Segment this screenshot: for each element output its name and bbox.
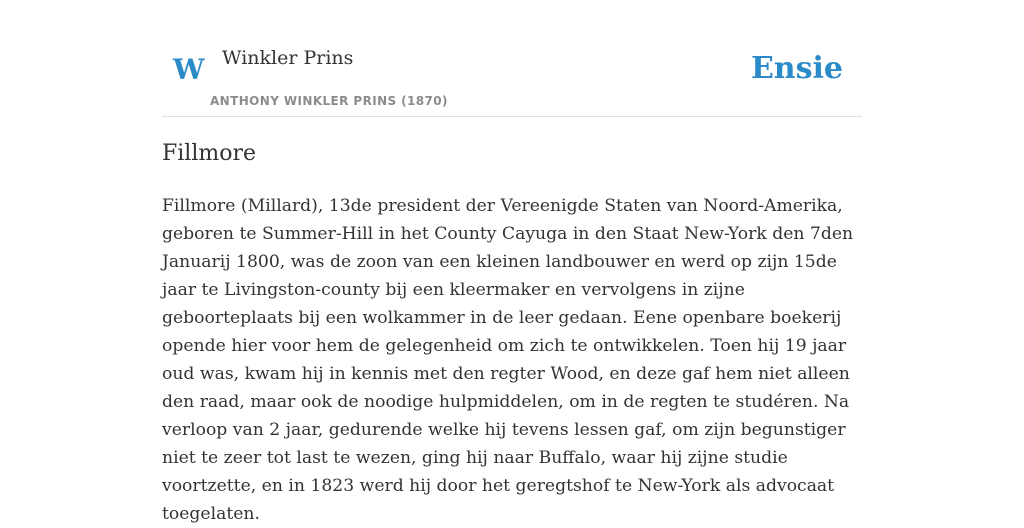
work-title-link[interactable]: Winkler Prins (222, 47, 354, 69)
work-author: ANTHONY WINKLER PRINS (1870) (210, 94, 448, 108)
entry-title: Fillmore (162, 141, 257, 166)
work-logo-icon[interactable]: W (173, 53, 205, 86)
source-header (162, 0, 862, 117)
entry-body: Fillmore (Millard), 13de president der Vereenigde Staten van Noord-Amerika, geboren te Summer-Hill in het County Cayuga in den Staat New-York den 7den Januarij 1800, was de zoon van een kleinen landbouwer en werd op zijn 15de jaar te Livingston-county bij een kleermaker en vervolgens in zijne geboorteplaats bij een wolkammer in de leer gedaan. Eene openbare boekerij opende hier voor hem de gelegenheid om zich te ontwikkelen. Toen hij 19 jaar oud was, kwam hij in kennis met den regter Wood, en deze gaf hem niet alleen den raad, maar ook de noodige hulpmiddelen, om in de regten te studéren. Na verloop van 2 jaar, gedurende welke hij tevens lessen gaf, om zijn begunstiger niet te zeer tot last te wezen, ging hij naar Buffalo, waar hij zijne studie voortzette, en in 1823 werd hij door het geregtshof te New-York als advocaat toegelaten. (162, 196, 854, 524)
brand-logo[interactable]: Ensie (750, 51, 843, 86)
